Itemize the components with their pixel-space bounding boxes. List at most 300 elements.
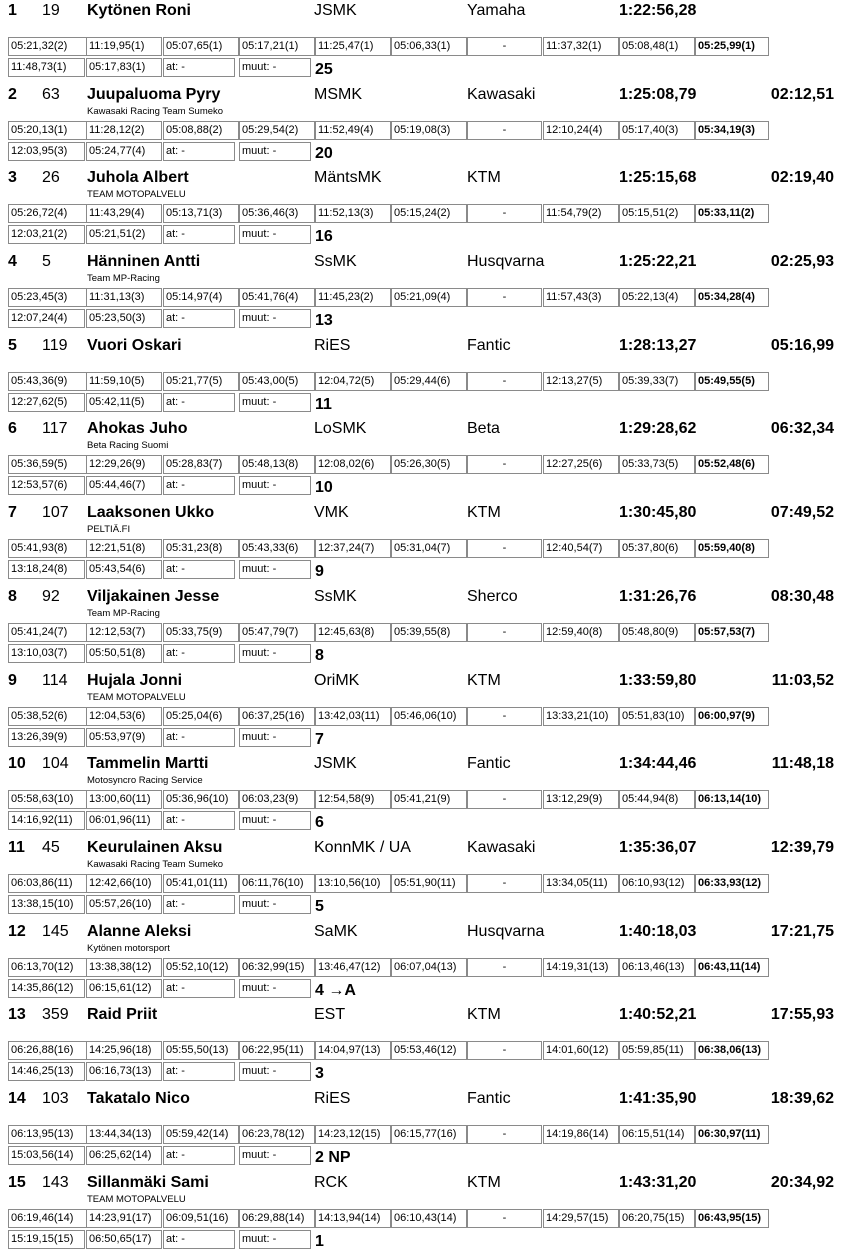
split-time-cell: 11:43,29(4) [86, 204, 162, 223]
start-number: 145 [42, 922, 69, 940]
club: RCK [314, 1173, 348, 1191]
split-time-cell: 05:38,52(6) [8, 707, 87, 726]
points: 2 NP [315, 1148, 351, 1166]
penalty-at-cell: at: - [163, 1230, 235, 1249]
penalty-other-cell: muut: - [239, 1146, 311, 1165]
points: 1 [315, 1232, 324, 1250]
rider-header [0, 0, 852, 24]
split-time-cell: 05:59,85(11) [619, 1041, 695, 1060]
penalty-at-cell: at: - [163, 644, 235, 663]
start-number: 63 [42, 85, 60, 103]
split-time-cell: 06:50,65(17) [86, 1230, 162, 1249]
start-number: 359 [42, 1006, 69, 1024]
split-time-cell: 05:08,88(2) [163, 121, 239, 140]
split-time-cell: 05:13,71(3) [163, 204, 239, 223]
split-time-cell: 06:25,62(14) [86, 1146, 162, 1165]
split-time-cell: 05:24,77(4) [86, 142, 162, 161]
split-time-cell: 12:03,95(3) [8, 142, 85, 161]
rider-header [0, 921, 852, 945]
rider-row [0, 586, 852, 670]
split-time-cell: 05:53,97(9) [86, 728, 162, 747]
time-gap: 07:49,52 [770, 504, 834, 522]
points: 11 [315, 395, 332, 413]
split-time-cell: 14:35,86(12) [8, 979, 85, 998]
split-time-cell: 05:33,75(9) [163, 623, 239, 642]
rider-name: Kytönen Roni [87, 2, 191, 19]
penalty-other-cell: muut: - [239, 476, 311, 495]
split-time-cell: 12:27,62(5) [8, 393, 85, 412]
position: 14 [8, 1089, 26, 1107]
time-gap: 17:55,93 [770, 1006, 834, 1024]
team-name: Team MP-Racing [87, 273, 160, 285]
split-time-cell: - [467, 1209, 542, 1228]
team-name: Motosyncro Racing Service [87, 775, 203, 787]
split-time-cell: - [467, 874, 542, 893]
position: 5 [8, 336, 17, 354]
rider-row [0, 670, 852, 754]
total-time: 1:29:28,62 [619, 420, 697, 438]
split-time-cell: 14:23,91(17) [86, 1209, 162, 1228]
split-time-cell: 11:31,13(3) [86, 288, 162, 307]
split-time-cell: 14:04,97(13) [315, 1041, 391, 1060]
total-time: 1:34:44,46 [619, 755, 697, 773]
split-time-cell: 11:52,49(4) [315, 121, 391, 140]
bike-make: Fantic [467, 755, 511, 773]
split-time-cell: 05:41,21(9) [391, 790, 467, 809]
split-time-cell: 05:41,76(4) [239, 288, 315, 307]
split-time-cell: 06:15,61(12) [86, 979, 162, 998]
penalty-other-cell: muut: - [239, 811, 311, 830]
split-time-cell: 13:12,29(9) [543, 790, 619, 809]
club: KonnMK / UA [314, 838, 411, 856]
points: 9 [315, 563, 324, 581]
rider-name: Viljakainen Jesse [87, 587, 220, 605]
rider-row [0, 502, 852, 586]
start-number: 103 [42, 1089, 69, 1107]
bike-make: KTM [467, 671, 501, 689]
split-time-cell: - [467, 455, 542, 474]
split-time-cell: 05:26,72(4) [8, 204, 87, 223]
split-time-cell: 05:39,33(7) [619, 372, 695, 391]
split-time-cell: 05:36,96(10) [163, 790, 239, 809]
split-time-cell: 12:12,53(7) [86, 623, 162, 642]
split-time-cell: 05:36,46(3) [239, 204, 315, 223]
split-time-cell: 12:53,57(6) [8, 476, 85, 495]
split-time-cell: 15:03,56(14) [8, 1146, 85, 1165]
split-time-cell: 06:10,93(12) [619, 874, 695, 893]
rider-name: Vuori Oskari [87, 336, 182, 354]
split-time-cell: 06:23,78(12) [239, 1125, 315, 1144]
club: MäntsMK [314, 169, 382, 187]
position: 6 [8, 420, 17, 438]
split-time-cell: 12:08,02(6) [315, 455, 391, 474]
split-time-cell: 06:33,93(12) [695, 874, 769, 893]
position: 2 [8, 85, 17, 103]
split-time-cell: - [467, 372, 542, 391]
rider-row [0, 1004, 852, 1088]
split-time-cell: 05:23,50(3) [86, 309, 162, 328]
points: 8 [315, 646, 324, 664]
split-time-cell: 14:19,86(14) [543, 1125, 619, 1144]
split-time-cell: 12:37,24(7) [315, 539, 391, 558]
split-time-cell: 13:44,34(13) [86, 1125, 162, 1144]
split-time-cell: 06:13,46(13) [619, 958, 695, 977]
split-time-cell: 12:29,26(9) [86, 455, 162, 474]
split-time-cell: 13:33,21(10) [543, 707, 619, 726]
time-gap: 02:25,93 [770, 253, 834, 271]
rider-header [0, 753, 852, 777]
split-time-cell: 13:26,39(9) [8, 728, 85, 747]
total-time: 1:31:26,76 [619, 587, 697, 605]
total-time: 1:35:36,07 [619, 838, 697, 856]
split-time-cell: 12:45,63(8) [315, 623, 391, 642]
split-time-cell: - [467, 958, 542, 977]
split-time-cell: 15:19,15(15) [8, 1230, 85, 1249]
penalty-other-cell: muut: - [239, 1062, 311, 1081]
split-time-cell: 05:21,32(2) [8, 37, 87, 56]
split-time-cell: 06:30,97(11) [695, 1125, 769, 1144]
split-time-cell: - [467, 539, 542, 558]
bike-make: Beta [467, 420, 500, 438]
split-time-cell: 05:57,26(10) [86, 895, 162, 914]
start-number: 119 [42, 336, 68, 354]
split-time-cell: 13:38,15(10) [8, 895, 85, 914]
split-time-cell: 13:42,03(11) [315, 707, 391, 726]
rider-name: Hujala Jonni [87, 671, 183, 689]
bike-make: Kawasaki [467, 85, 536, 103]
split-time-cell: 12:54,58(9) [315, 790, 391, 809]
split-time-cell: 11:54,79(2) [543, 204, 619, 223]
time-gap: 11:03,52 [771, 671, 834, 689]
bike-make: KTM [467, 504, 501, 522]
team-name: Kawasaki Racing Team Sumeko [87, 105, 224, 117]
time-gap: 12:39,79 [770, 838, 834, 856]
position: 1 [8, 2, 17, 19]
total-time: 1:40:52,21 [619, 1006, 697, 1024]
penalty-other-cell: muut: - [239, 560, 311, 579]
split-time-cell: 05:08,48(1) [619, 37, 695, 56]
split-time-cell: 05:21,77(5) [163, 372, 239, 391]
split-time-cell: 05:25,04(6) [163, 707, 239, 726]
split-time-cell: 05:44,46(7) [86, 476, 162, 495]
split-time-cell: 05:14,97(4) [163, 288, 239, 307]
points: 20 [315, 144, 333, 162]
bike-make: Husqvarna [467, 253, 545, 271]
club: MSMK [314, 85, 362, 103]
split-time-cell: 14:13,94(14) [315, 1209, 391, 1228]
split-time-cell: 14:19,31(13) [543, 958, 619, 977]
bike-make: Kawasaki [467, 838, 536, 856]
points: 16 [315, 228, 333, 246]
start-number: 26 [42, 169, 60, 187]
split-time-cell: 06:43,95(15) [695, 1209, 769, 1228]
split-time-cell: 05:41,93(8) [8, 539, 87, 558]
split-time-cell: 05:42,11(5) [86, 393, 162, 412]
bike-make: Yamaha [467, 2, 526, 19]
rider-row [0, 418, 852, 502]
split-time-cell: 14:16,92(11) [8, 811, 85, 830]
split-time-cell: 05:34,19(3) [695, 121, 769, 140]
split-time-cell: 05:48,13(8) [239, 455, 315, 474]
club: LoSMK [314, 420, 367, 438]
split-time-cell: 05:25,99(1) [695, 37, 769, 56]
bike-make: Husqvarna [467, 922, 545, 940]
time-gap: 17:21,75 [770, 922, 834, 940]
split-time-cell: 12:13,27(5) [543, 372, 619, 391]
split-time-cell: - [467, 37, 542, 56]
points: 5 [315, 897, 324, 915]
penalty-other-cell: muut: - [239, 1230, 311, 1249]
split-time-cell: 06:15,77(16) [391, 1125, 467, 1144]
split-time-cell: 05:17,40(3) [619, 121, 695, 140]
penalty-other-cell: muut: - [239, 309, 311, 328]
split-time-cell: 14:01,60(12) [543, 1041, 619, 1060]
split-time-cell: 12:07,24(4) [8, 309, 85, 328]
time-gap: 05:16,99 [770, 336, 834, 354]
split-time-cell: 05:23,45(3) [8, 288, 87, 307]
split-time-cell: 11:59,10(5) [86, 372, 162, 391]
total-time: 1:25:15,68 [619, 169, 697, 187]
time-gap: 20:34,92 [770, 1173, 834, 1191]
penalty-at-cell: at: - [163, 393, 235, 412]
split-time-cell: 11:25,47(1) [315, 37, 391, 56]
split-time-cell: 05:50,51(8) [86, 644, 162, 663]
split-time-cell: 06:13,95(13) [8, 1125, 87, 1144]
club: OriMK [314, 671, 360, 689]
bike-make: Sherco [467, 587, 518, 605]
rider-header [0, 1088, 852, 1112]
total-time: 1:30:45,80 [619, 504, 697, 522]
club: VMK [314, 504, 349, 522]
split-time-cell: 12:40,54(7) [543, 539, 619, 558]
split-time-cell: 05:43,33(6) [239, 539, 315, 558]
split-time-cell: 13:46,47(12) [315, 958, 391, 977]
split-time-cell: 06:26,88(16) [8, 1041, 87, 1060]
total-time: 1:25:22,21 [619, 253, 697, 271]
total-time: 1:28:13,27 [619, 336, 697, 354]
split-time-cell: 06:13,14(10) [695, 790, 769, 809]
rider-name: Hänninen Antti [87, 253, 201, 271]
split-time-cell: 05:31,04(7) [391, 539, 467, 558]
rider-name: Keurulainen Aksu [87, 838, 223, 856]
split-time-cell: 05:44,94(8) [619, 790, 695, 809]
team-name: TEAM MOTOPALVELU [87, 1193, 186, 1205]
split-time-cell: 05:43,54(6) [86, 560, 162, 579]
split-time-cell: 05:29,44(6) [391, 372, 467, 391]
split-time-cell: 05:48,80(9) [619, 623, 695, 642]
rider-row [0, 753, 852, 837]
split-time-cell: 06:43,11(14) [695, 958, 769, 977]
start-number: 107 [42, 504, 69, 522]
penalty-at-cell: at: - [163, 225, 235, 244]
split-time-cell: 05:57,53(7) [695, 623, 769, 642]
split-time-cell: 12:21,51(8) [86, 539, 162, 558]
penalty-other-cell: muut: - [239, 979, 311, 998]
team-name: Kytönen motorsport [87, 942, 170, 954]
split-time-cell: 12:04,72(5) [315, 372, 391, 391]
split-time-cell: 05:26,30(5) [391, 455, 467, 474]
split-time-cell: 11:57,43(3) [543, 288, 619, 307]
split-time-cell: 05:21,51(2) [86, 225, 162, 244]
position: 7 [8, 504, 17, 522]
split-time-cell: 05:17,83(1) [86, 58, 162, 77]
club: JSMK [314, 755, 357, 773]
split-time-cell: 11:48,73(1) [8, 58, 85, 77]
total-time: 1:40:18,03 [619, 922, 697, 940]
club: RiES [314, 1089, 351, 1107]
split-time-cell: 05:29,54(2) [239, 121, 315, 140]
split-time-cell: 05:51,90(11) [391, 874, 467, 893]
rider-name: Alanne Aleksi [87, 922, 192, 940]
split-time-cell: 05:52,10(12) [163, 958, 239, 977]
rider-name: Raid Priit [87, 1006, 158, 1024]
rider-header [0, 1172, 852, 1196]
total-time: 1:25:08,79 [619, 85, 697, 103]
split-time-cell: 12:10,24(4) [543, 121, 619, 140]
time-gap: 06:32,34 [770, 420, 834, 438]
split-time-cell: 14:46,25(13) [8, 1062, 85, 1081]
split-time-cell: 06:16,73(13) [86, 1062, 162, 1081]
split-time-cell: 05:15,51(2) [619, 204, 695, 223]
penalty-at-cell: at: - [163, 895, 235, 914]
rider-header [0, 418, 852, 442]
penalty-at-cell: at: - [163, 1062, 235, 1081]
points: 4 →A [315, 981, 356, 999]
rider-row [0, 837, 852, 921]
start-number: 45 [42, 838, 60, 856]
rider-row [0, 167, 852, 251]
split-time-cell: 13:10,03(7) [8, 644, 85, 663]
rider-row [0, 251, 852, 335]
start-number: 143 [42, 1173, 69, 1191]
split-time-cell: 06:01,96(11) [86, 811, 162, 830]
rider-name: Juhola Albert [87, 169, 189, 187]
rider-name: Sillanmäki Sami [87, 1173, 209, 1191]
split-time-cell: 06:07,04(13) [391, 958, 467, 977]
split-time-cell: 06:10,43(14) [391, 1209, 467, 1228]
penalty-other-cell: muut: - [239, 142, 311, 161]
split-time-cell: 06:03,86(11) [8, 874, 87, 893]
rider-header [0, 84, 852, 108]
split-time-cell: 11:45,23(2) [315, 288, 391, 307]
split-time-cell: 12:59,40(8) [543, 623, 619, 642]
penalty-other-cell: muut: - [239, 728, 311, 747]
penalty-other-cell: muut: - [239, 225, 311, 244]
split-time-cell: - [467, 790, 542, 809]
split-time-cell: 05:33,73(5) [619, 455, 695, 474]
bike-make: KTM [467, 169, 501, 187]
split-time-cell: 13:18,24(8) [8, 560, 85, 579]
split-time-cell: 06:20,75(15) [619, 1209, 695, 1228]
split-time-cell: 11:52,13(3) [315, 204, 391, 223]
split-time-cell: 06:29,88(14) [239, 1209, 315, 1228]
bike-make: KTM [467, 1006, 501, 1024]
rider-header [0, 251, 852, 275]
split-time-cell: 06:37,25(16) [239, 707, 315, 726]
split-time-cell: 05:39,55(8) [391, 623, 467, 642]
bike-make: Fantic [467, 336, 511, 354]
split-time-cell: 11:28,12(2) [86, 121, 162, 140]
split-time-cell: 05:31,23(8) [163, 539, 239, 558]
split-time-cell: - [467, 1041, 542, 1060]
split-time-cell: 11:37,32(1) [543, 37, 619, 56]
club: SaMK [314, 922, 358, 940]
rider-row [0, 84, 852, 168]
split-time-cell: 05:19,08(3) [391, 121, 467, 140]
position: 11 [8, 838, 25, 856]
split-time-cell: 12:42,66(10) [86, 874, 162, 893]
penalty-at-cell: at: - [163, 560, 235, 579]
split-time-cell: 06:03,23(9) [239, 790, 315, 809]
split-time-cell: 05:47,79(7) [239, 623, 315, 642]
split-time-cell: 05:20,13(1) [8, 121, 87, 140]
club: EST [314, 1006, 346, 1024]
split-time-cell: 12:27,25(6) [543, 455, 619, 474]
split-time-cell: 05:46,06(10) [391, 707, 467, 726]
rider-row [0, 1172, 852, 1255]
points: 3 [315, 1065, 324, 1083]
bike-make: KTM [467, 1173, 501, 1191]
team-name: TEAM MOTOPALVELU [87, 189, 186, 201]
penalty-at-cell: at: - [163, 1146, 235, 1165]
split-time-cell: - [467, 623, 542, 642]
split-time-cell: - [467, 707, 542, 726]
split-time-cell: 06:19,46(14) [8, 1209, 87, 1228]
split-time-cell: 05:07,65(1) [163, 37, 239, 56]
split-time-cell: 06:22,95(11) [239, 1041, 315, 1060]
rider-header [0, 502, 852, 526]
split-time-cell: - [467, 288, 542, 307]
time-gap: 02:12,51 [770, 85, 834, 103]
penalty-at-cell: at: - [163, 58, 235, 77]
penalty-other-cell: muut: - [239, 644, 311, 663]
rider-name: Takatalo Nico [87, 1089, 190, 1107]
split-time-cell: - [467, 1125, 542, 1144]
time-gap: 08:30,48 [770, 587, 834, 605]
split-time-cell: 05:28,83(7) [163, 455, 239, 474]
split-time-cell: 14:23,12(15) [315, 1125, 391, 1144]
club: SsMK [314, 587, 357, 605]
split-time-cell: 05:55,50(13) [163, 1041, 239, 1060]
position: 8 [8, 587, 17, 605]
club: JSMK [314, 2, 357, 19]
split-time-cell: 05:51,83(10) [619, 707, 695, 726]
rider-row [0, 335, 852, 419]
split-time-cell: 06:00,97(9) [695, 707, 769, 726]
position: 3 [8, 169, 17, 187]
split-time-cell: 14:29,57(15) [543, 1209, 619, 1228]
rider-name: Laaksonen Ukko [87, 504, 215, 522]
position: 13 [8, 1006, 26, 1024]
split-time-cell: 13:38,38(12) [86, 958, 162, 977]
team-name: Kawasaki Racing Team Sumeko [87, 858, 224, 870]
split-time-cell: 05:41,01(11) [163, 874, 239, 893]
points: 10 [315, 479, 333, 497]
rider-row [0, 0, 852, 84]
start-number: 92 [42, 587, 60, 605]
penalty-other-cell: muut: - [239, 895, 311, 914]
rider-row [0, 1088, 852, 1172]
rider-row [0, 921, 852, 1005]
split-time-cell: 14:25,96(18) [86, 1041, 162, 1060]
rider-name: Tammelin Martti [87, 755, 209, 773]
time-gap: 02:19,40 [770, 169, 834, 187]
split-time-cell: 05:58,63(10) [8, 790, 87, 809]
points: 25 [315, 61, 333, 78]
split-time-cell: 12:03,21(2) [8, 225, 85, 244]
position: 12 [8, 922, 26, 940]
split-time-cell: 05:37,80(6) [619, 539, 695, 558]
